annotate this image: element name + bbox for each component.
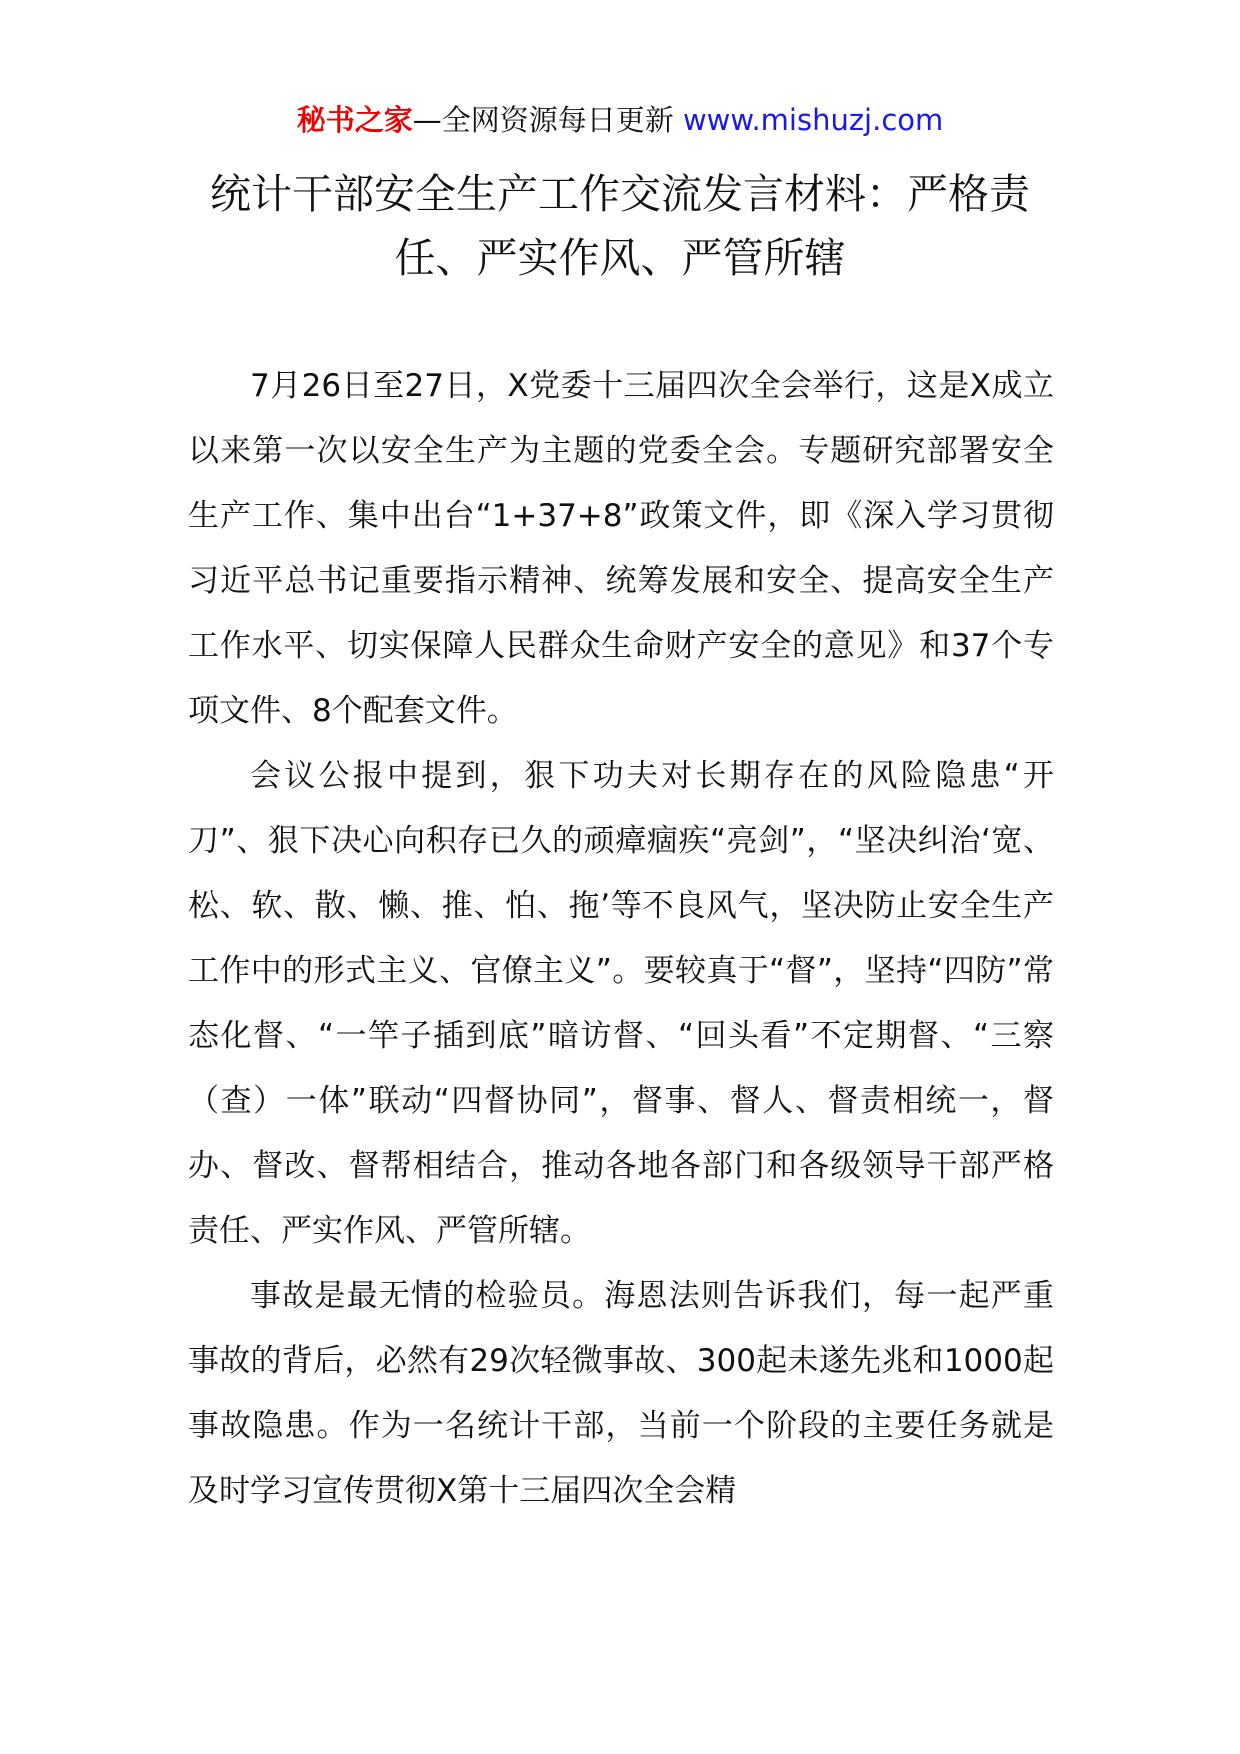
brand-name: 秘书之家 (296, 103, 413, 137)
document-body (188, 354, 1054, 1524)
document-title: 统计干部安全生产工作交流发言材料：严格责任、严实作风、严管所辖 (210, 170, 1030, 282)
site-url-link[interactable]: www.mishuzj.com (682, 103, 944, 137)
paragraph-2: 会议公报中提到，狠下功夫对长期存在的风险隐患“开刀”、狠下决心向积存已久的顽瘴痼疾“亮剑”，“坚决纠治‘宽、松、软、散、懒、推、怕、拖’等不良风气，坚决防止安全生产工作中的形式主义、官僚主义”。要较真于“督”，坚持“四防”常态化督、“一竿子插到底”暗访督、“回头看”不定期督、“三察（查）一体”联动“四督协同”，督事、督人、督责相统一，督办、督改、督帮相结合，推动各地各部门和各级领导干部严格责任、严实作风、严管所辖。 (188, 758, 1054, 1249)
paragraph-3: 事故是最无情的检验员。海恩法则告诉我们，每一起严重事故的背后，必然有29次轻微事故、300起未遂先兆和1000起事故隐患。作为一名统计干部，当前一个阶段的主要任务就是及时学习宣传贯彻X第十三届四次全会精 (188, 1278, 1054, 1509)
header-tagline: —全网资源每日更新 (412, 103, 683, 137)
site-header (0, 100, 1240, 140)
paragraph-1: 7月26日至27日，X党委十三届四次全会举行，这是X成立以来第一次以安全生产为主题的党委全会。专题研究部署安全生产工作、集中出台“1+37+8”政策文件，即《深入学习贯彻习近平总书记重要指示精神、统筹发展和安全、提高安全生产工作水平、切实保障人民群众生命财产安全的意见》和37个专项文件、8个配套文件。 (188, 368, 1054, 729)
